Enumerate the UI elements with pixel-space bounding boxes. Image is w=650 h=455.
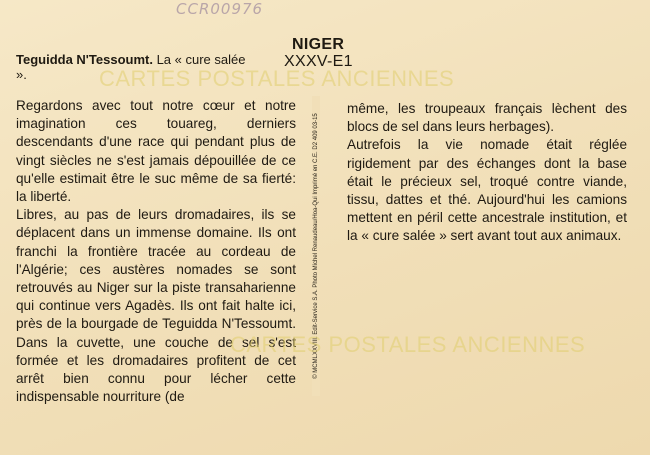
- paragraph: Regardons avec tout notre cœur et notre imagination ces touareg, derniers descendants d'une race qui pendant plus de vingt siècles ne s'est jamais dépouillée de ce qu'elle estimait être le suc même de sa fierté: la liberté.: [16, 98, 296, 205]
- caption-subject: La « cure salée ».: [16, 52, 246, 82]
- text-column-left: [16, 97, 296, 406]
- watermark-top: CARTES POSTALES ANCIENNES: [99, 66, 455, 91]
- paragraph: Autrefois la vie nomade était réglée rigidement par des échanges dont la base était le précieux sel, troqué contre viande, tissu, dattes et thé. Aujourd'hui les camions mettent en péril cette ancestrale institution, et la « cure salée » sert avant tout aux animaux.: [347, 137, 627, 244]
- paragraph: même, les troupeaux français lèchent des blocs de sel dans leurs herbages).: [347, 101, 627, 135]
- paragraph: Libres, au pas de leurs dromadaires, ils se déplacent dans un immense domaine. Ils ont franchi la frontière tracée au cordeau de l'Algérie; ces austères nomades se sont retrouvés au Niger sur la piste transaharienne qui continue vers Agadès. Ils ont fait halte ici, près de la bourgade de Teguidda N'Tessoumt. Dans la cuvette, une couche de sel s'est formée et les dromadaires profitent de cet arrêt bien connu pour lécher cette indispensable nourriture (de: [16, 207, 296, 405]
- series-number: XXXV-E1: [284, 53, 353, 70]
- credit-line-text: © MCMLXXVIII. Edit-Service S.A. Photo Michel Renaudeau/Hoa-Qui Imprimé en C.E. D2 409 03-15: [312, 96, 320, 396]
- handwritten-reference: CCR00976: [176, 0, 264, 18]
- country-title: NIGER: [292, 36, 345, 53]
- caption-place: Teguidda N'Tessoumt.: [16, 52, 153, 67]
- watermark-bottom: CARTES POSTALES ANCIENNES: [230, 332, 586, 357]
- text-column-right: [347, 100, 627, 246]
